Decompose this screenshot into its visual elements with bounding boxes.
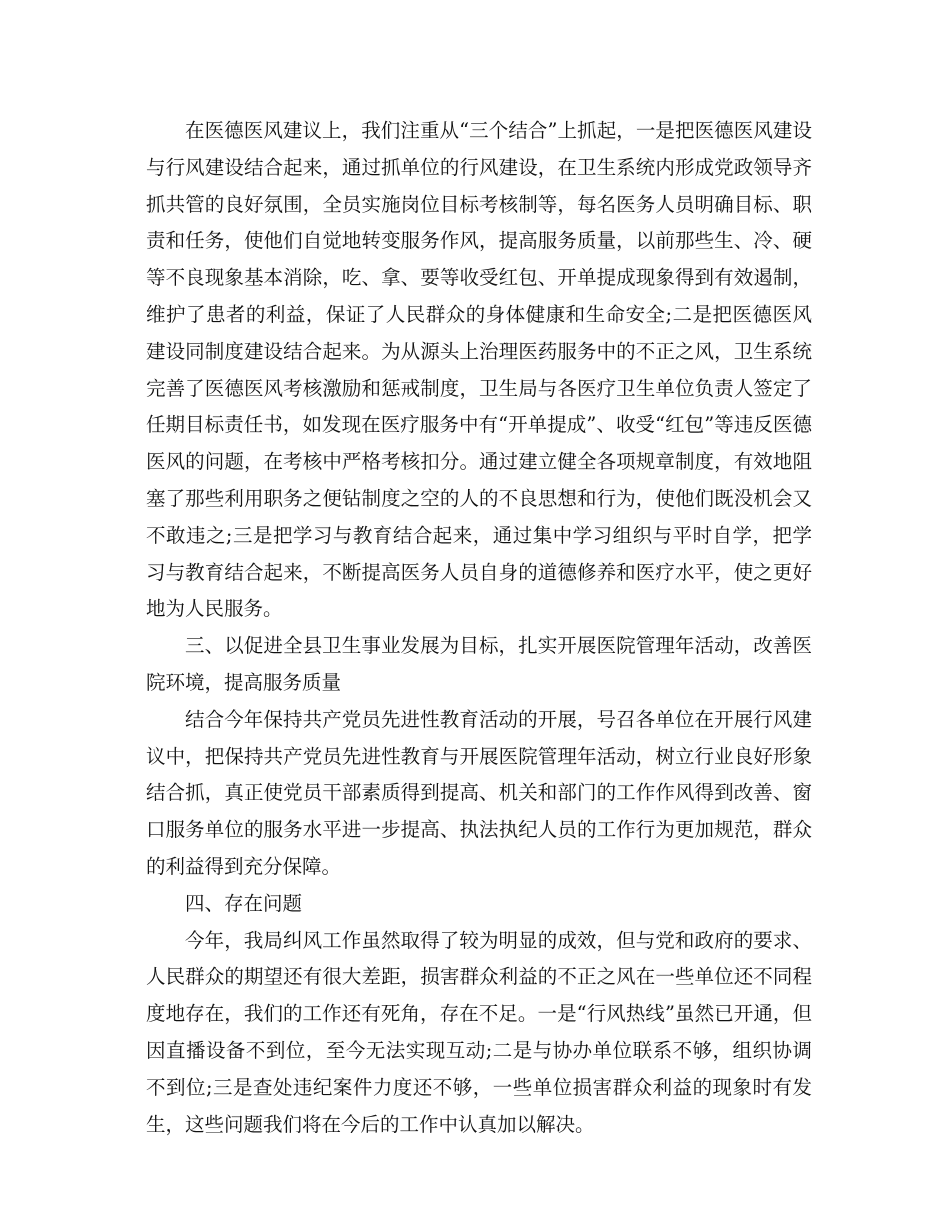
section-heading-existing-problems: 四、存在问题 xyxy=(185,891,303,915)
document-body xyxy=(146,113,812,1143)
paragraph-party-education: 结合今年保持共产党员先进性教育活动的开展，号召各单位在开展行风建议中，把保持共产党员先进性教育与开展医院管理年活动，树立行业良好形象结合抓，真正使党员干部素质得到提高、机关和部门的工作作风得到改善、窗口服务单位的服务水平进一步提高、执法执纪人员的工作行为更加规范，群众的利益得到充分保障。 xyxy=(146,707,812,878)
paragraph-existing-problems: 今年，我局纠风工作虽然取得了较为明显的成效，但与党和政府的要求、人民群众的期望还有很大差距，损害群众利益的不正之风在一些单位还不同程度地存在，我们的工作还有死角，存在不足。一是“行风热线”虽然已开通，但因直播设备不到位，至今无法实现互动;二是与协办单位联系不够，组织协调不到位;三是查处违纪案件力度还不够，一些单位损害群众利益的现象时有发生，这些问题我们将在今后的工作中认真加以解决。 xyxy=(146,928,812,1136)
paragraph-medical-ethics: 在医德医风建议上，我们注重从“三个结合”上抓起，一是把医德医风建设与行风建设结合起来，通过抓单位的行风建设，在卫生系统内形成党政领导齐抓共管的良好氛围，全员实施岗位目标考核制等，每名医务人员明确目标、职责和任务，使他们自觉地转变服务作风，提高服务质量，以前那些生、冷、硬等不良现象基本消除，吃、拿、要等收受红包、开单提成现象得到有效遏制，维护了患者的利益，保证了人民群众的身体健康和生命安全;二是把医德医风建设同制度建设结合起来。为从源头上治理医药服务中的不正之风，卫生系统完善了医德医风考核激励和惩戒制度，卫生局与各医疗卫生单位负责人签定了任期目标责任书，如发现在医疗服务中有“开单提成”、收受“红包”等违反医德医风的问题，在考核中严格考核扣分。通过建立健全各项规章制度，有效地阻塞了那些利用职务之便钻制度之空的人的不良思想和行为，使他们既没机会又不敢违之;三是把学习与教育结合起来，通过集中学习组织与平时自学，把学习与教育结合起来，不断提高医务人员自身的道德修养和医疗水平，使之更好地为人民服务。 xyxy=(146,119,812,621)
section-heading-hospital-management: 三、以促进全县卫生事业发展为目标，扎实开展医院管理年活动，改善医院环境，提高服务质量 xyxy=(146,634,812,694)
